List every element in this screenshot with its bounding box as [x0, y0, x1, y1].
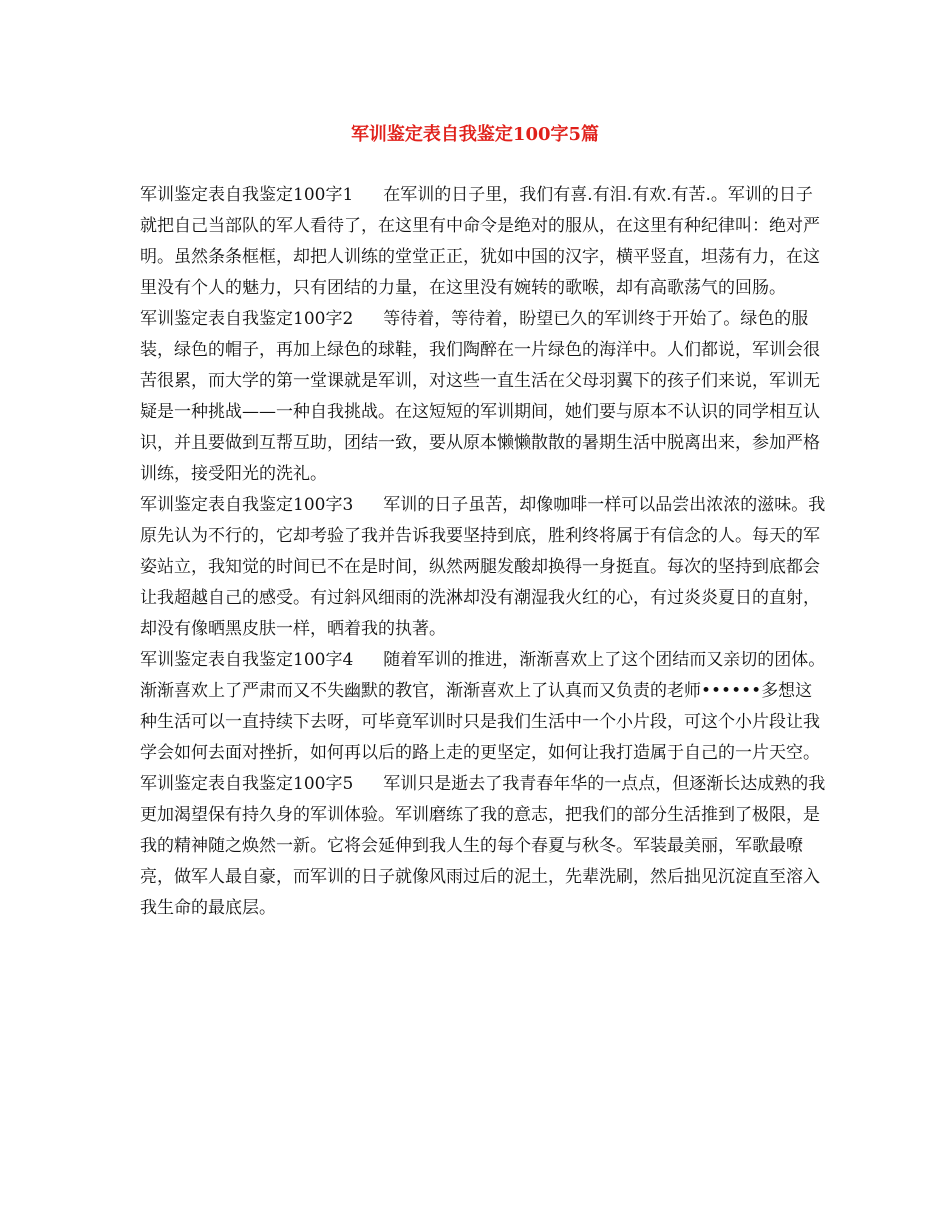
- paragraph-label: 军训鉴定表自我鉴定100字1: [140, 185, 354, 205]
- paragraph-text: 在军训的日子里，我们有喜.有泪.有欢.有苦.。军训的日子就把自己当部队的军人看待了，在这里有中命令是绝对的服从，在这里有种纪律叫：绝对严明。虽然条条框框，却把人训练的堂堂正正，犹如中国的汉字，横平竖直，坦荡有力，在这里没有个人的魅力，只有团结的力量，在这里没有婉转的歌喉，却有高歌荡气的回肠。: [140, 185, 820, 298]
- paragraph-2: [140, 304, 826, 490]
- document-title: 军训鉴定表自我鉴定100字5篇: [350, 124, 600, 145]
- paragraph-label: 军训鉴定表自我鉴定100字5: [140, 774, 354, 794]
- document-body: [140, 180, 826, 924]
- paragraph-label: 军训鉴定表自我鉴定100字2: [140, 309, 354, 329]
- paragraph-text: 军训只是逝去了我青春年华的一点点，但逐渐长达成熟的我更加渴望保有持久身的军训体验。军训磨练了我的意志，把我们的部分生活推到了极限，是我的精神随之焕然一新。它将会延伸到我人生的每个春夏与秋冬。军装最美丽，军歌最嘹亮，做军人最自豪，而军训的日子就像风雨过后的泥土，先辈洗刷，然后拙见沉淀直至溶入我生命的最底层。: [140, 774, 826, 918]
- paragraph-4: [140, 645, 826, 769]
- paragraph-label: 军训鉴定表自我鉴定100字3: [140, 495, 354, 515]
- paragraph-1: [140, 180, 826, 304]
- paragraph-text: 军训的日子虽苦，却像咖啡一样可以品尝出浓浓的滋味。我原先认为不行的，它却考验了我并告诉我要坚持到底，胜利终将属于有信念的人。每天的军姿站立，我知觉的时间已不在是时间，纵然两腿发酸却换得一身挺直。每次的坚持到底都会让我超越自己的感受。有过斜风细雨的洗淋却没有潮湿我火红的心，有过炎炎夏日的直射，却没有像晒黑皮肤一样，晒着我的执著。: [140, 495, 826, 639]
- paragraph-text: 随着军训的推进，渐渐喜欢上了这个团结而又亲切的团体。渐渐喜欢上了严肃而又不失幽默的教官，渐渐喜欢上了认真而又负责的老师••••••多想这种生活可以一直持续下去呀，可毕竟军训时只是我们生活中一个小片段，可这个小片段让我学会如何去面对挫折，如何再以后的路上走的更坚定，如何让我打造属于自己的一片天空。: [140, 650, 826, 763]
- paragraph-text: 等待着，等待着，盼望已久的军训终于开始了。绿色的服装，绿色的帽子，再加上绿色的球鞋，我们陶醉在一片绿色的海洋中。人们都说，军训会很苦很累，而大学的第一堂课就是军训，对这些一直生活在父母羽翼下的孩子们来说，军训无疑是一种挑战——一种自我挑战。在这短短的军训期间，她们要与原本不认识的同学相互认识，并且要做到互帮互助，团结一致，要从原本懒懒散散的暑期生活中脱离出来，参加严格训练，接受阳光的洗礼。: [140, 309, 820, 484]
- paragraph-3: [140, 490, 826, 645]
- paragraph-label: 军训鉴定表自我鉴定100字4: [140, 650, 354, 670]
- paragraph-5: [140, 769, 826, 924]
